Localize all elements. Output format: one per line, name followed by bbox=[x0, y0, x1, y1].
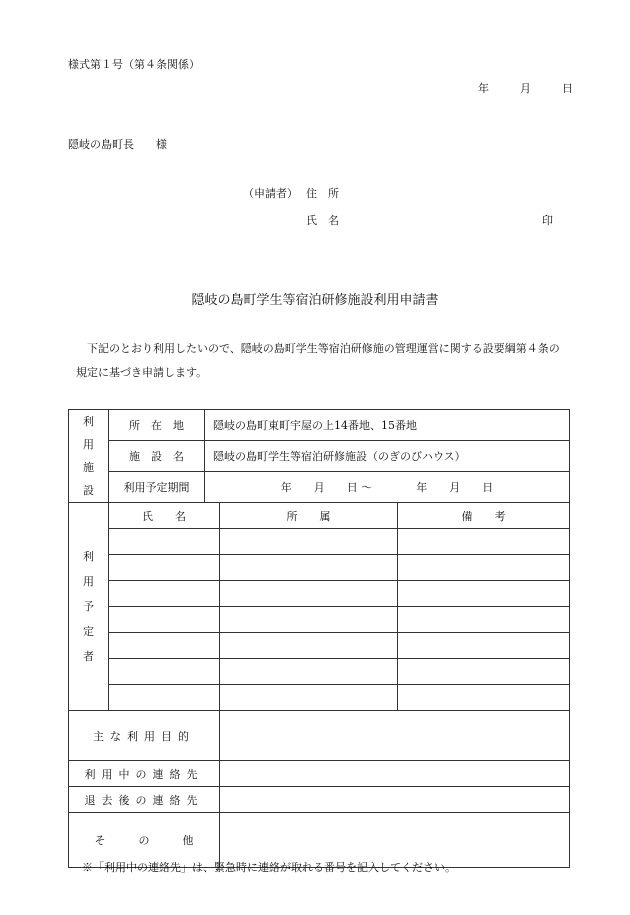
user-name-cell[interactable] bbox=[109, 607, 220, 633]
user-affiliation-cell[interactable] bbox=[220, 555, 398, 581]
table-row bbox=[69, 685, 570, 711]
name-label: 氏 名 bbox=[306, 214, 339, 227]
table-row bbox=[69, 581, 570, 607]
location-label: 所 在 地 bbox=[109, 410, 205, 441]
contact-during-row bbox=[69, 761, 570, 787]
user-name-cell[interactable] bbox=[109, 633, 220, 659]
body-text: 下記のとおり利用したいので、隠岐の島町学生等宿泊研修施の管理運営に関する設要綱第４条の規定に基づき申請します。 bbox=[76, 342, 560, 379]
user-name-cell[interactable] bbox=[109, 581, 220, 607]
user-remarks-cell[interactable] bbox=[398, 555, 570, 581]
table-row bbox=[69, 659, 570, 685]
table-row bbox=[69, 607, 570, 633]
user-name-cell[interactable] bbox=[109, 659, 220, 685]
purpose-row bbox=[69, 711, 570, 761]
user-remarks-cell[interactable] bbox=[398, 659, 570, 685]
user-affiliation-cell[interactable] bbox=[220, 581, 398, 607]
date-line bbox=[478, 80, 573, 96]
users-header-row bbox=[69, 503, 570, 529]
contact-after-value[interactable] bbox=[220, 787, 570, 813]
user-remarks-cell[interactable] bbox=[398, 685, 570, 711]
footnote: ※「利用中の連絡先」は、緊急時に連絡が取れる番号を記入してください。 bbox=[82, 861, 456, 874]
table-row bbox=[69, 633, 570, 659]
purpose-value[interactable] bbox=[220, 711, 570, 761]
user-name-cell[interactable] bbox=[109, 529, 220, 555]
period-row bbox=[69, 472, 570, 503]
user-remarks-cell[interactable] bbox=[398, 529, 570, 555]
other-label: そ の 他 bbox=[69, 813, 220, 868]
address-label: 住 所 bbox=[306, 187, 339, 200]
period-value[interactable]: 年 月 日 ～ 年 月 日 bbox=[205, 472, 570, 503]
document-title: 隠岐の島町学生等宿泊研修施設利用申請書 bbox=[191, 293, 439, 308]
col-affiliation-header: 所 属 bbox=[220, 503, 398, 529]
col-remarks-header: 備 考 bbox=[398, 503, 570, 529]
purpose-label: 主な利用目的 bbox=[69, 711, 220, 761]
user-affiliation-cell[interactable] bbox=[220, 633, 398, 659]
facility-name-value: 隠岐の島町学生等宿泊研修施設（のぎのびハウス） bbox=[205, 441, 570, 472]
user-affiliation-cell[interactable] bbox=[220, 529, 398, 555]
users-group-label: 利 用 予 定 者 bbox=[69, 503, 109, 711]
table-row bbox=[69, 555, 570, 581]
seal-mark: 印 bbox=[542, 214, 553, 227]
facility-group-label: 利 用 施 設 bbox=[69, 410, 109, 503]
addressee: 隠岐の島町長 様 bbox=[68, 138, 167, 151]
facility-name-row bbox=[69, 441, 570, 472]
contact-during-label: 利用中の連絡先 bbox=[69, 761, 220, 787]
user-affiliation-cell[interactable] bbox=[220, 685, 398, 711]
date-year: 年 bbox=[478, 82, 489, 95]
facility-name-label: 施 設 名 bbox=[109, 441, 205, 472]
contact-during-value[interactable] bbox=[220, 761, 570, 787]
form-number: 様式第１号（第４条関係） bbox=[68, 58, 200, 71]
date-month: 月 bbox=[520, 82, 531, 95]
contact-after-label: 退去後の連絡先 bbox=[69, 787, 220, 813]
application-table bbox=[68, 409, 570, 868]
user-name-cell[interactable] bbox=[109, 685, 220, 711]
date-day: 日 bbox=[562, 82, 573, 95]
col-name-header: 氏 名 bbox=[109, 503, 220, 529]
user-affiliation-cell[interactable] bbox=[220, 659, 398, 685]
user-remarks-cell[interactable] bbox=[398, 581, 570, 607]
user-remarks-cell[interactable] bbox=[398, 607, 570, 633]
user-remarks-cell[interactable] bbox=[398, 633, 570, 659]
applicant-label: （申請者） bbox=[243, 187, 298, 200]
table-row bbox=[69, 529, 570, 555]
user-name-cell[interactable] bbox=[109, 555, 220, 581]
location-value: 隠岐の島町東町宇屋の上14番地、15番地 bbox=[205, 410, 570, 441]
contact-after-row bbox=[69, 787, 570, 813]
user-affiliation-cell[interactable] bbox=[220, 607, 398, 633]
period-label: 利用予定期間 bbox=[109, 472, 205, 503]
location-row bbox=[69, 410, 570, 441]
